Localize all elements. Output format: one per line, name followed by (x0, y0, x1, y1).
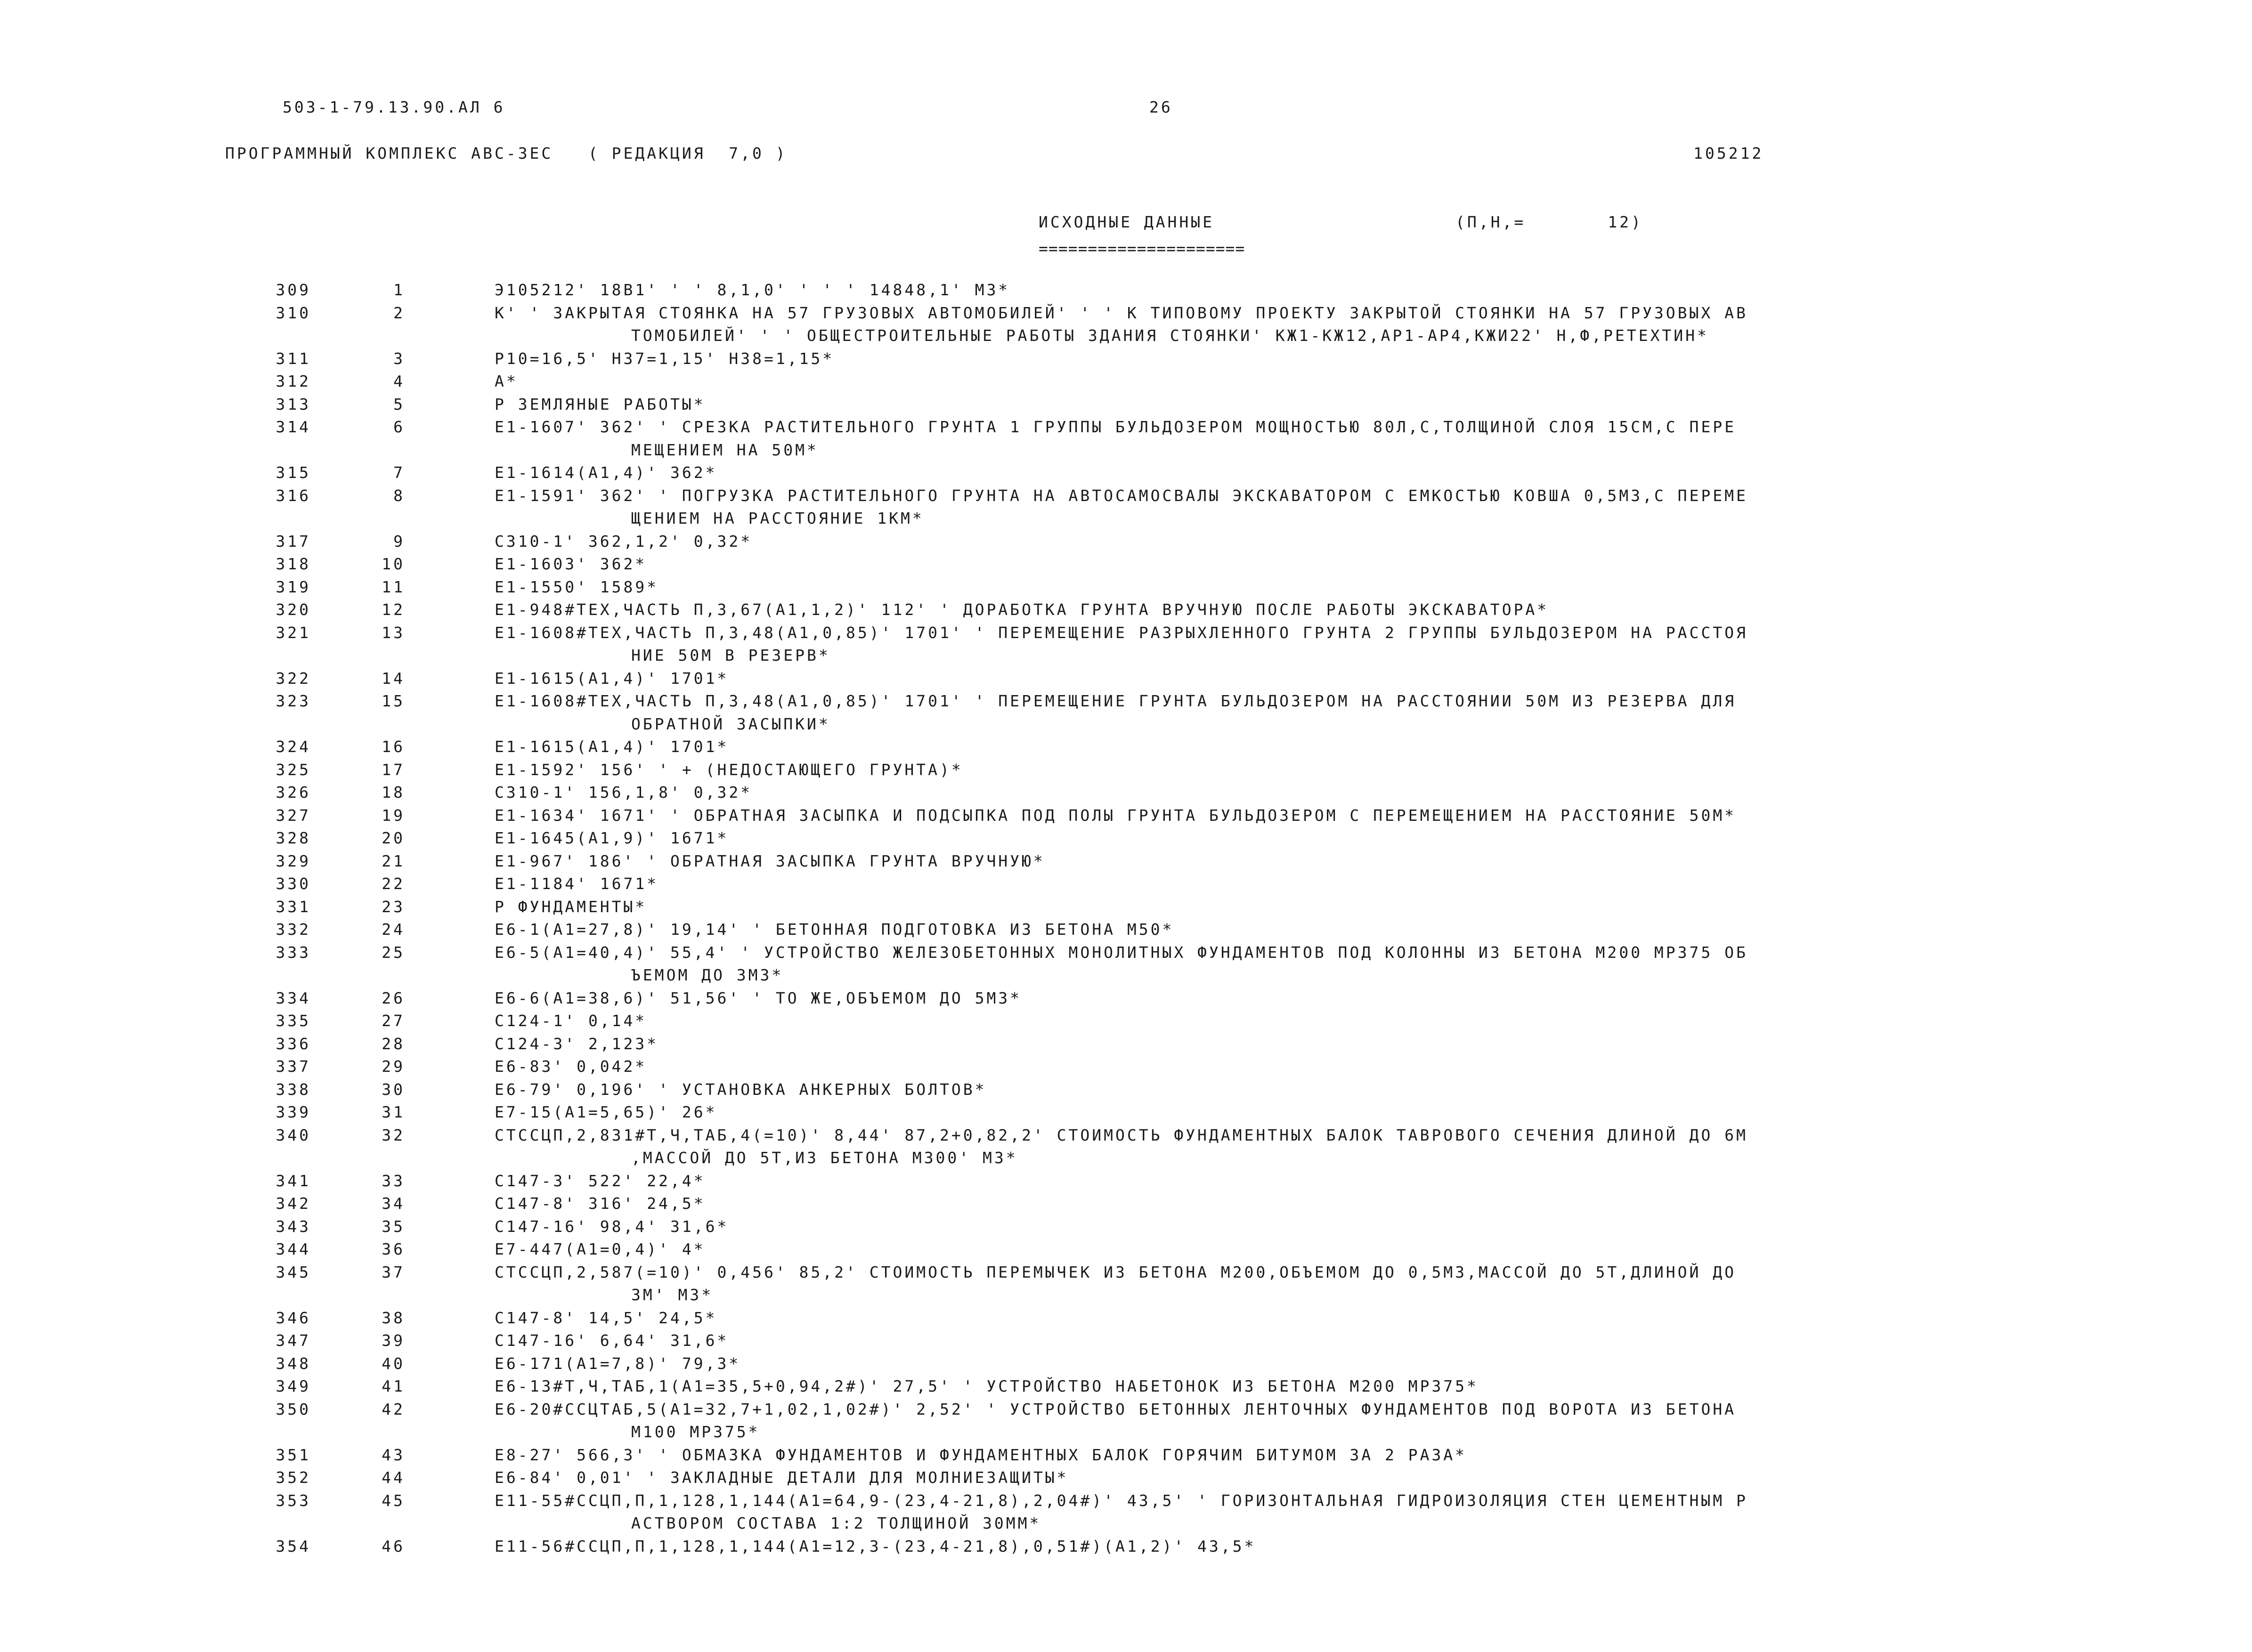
row-line: Е1-1615(А1,4)' 1701* (495, 737, 729, 756)
row-text (495, 1078, 2252, 1101)
row-number: 309 (276, 281, 311, 299)
row-sequence: 28 (382, 1034, 405, 1053)
listing-row (0, 941, 2252, 987)
row-sequence: 27 (382, 1012, 405, 1030)
row-sequence: 22 (382, 875, 405, 893)
row-sequence: 37 (382, 1263, 405, 1281)
row-line: Е1-1634' 1671' ' ОБРАТНАЯ ЗАСЫПКА И ПОДСЫПКА ПОД ПОЛЫ ГРУНТА БУЛЬДОЗЕРОМ С ПЕРЕМЕЩЕНИЕМ НА РАССТОЯНИЕ 50М* (495, 806, 1736, 825)
row-line: А* (495, 372, 518, 390)
row-text (495, 393, 2252, 416)
listing-row (0, 667, 2252, 690)
row-text (495, 1010, 2252, 1033)
row-line: Е1-948#ТЕХ,ЧАСТЬ П,3,67(А1,1,2)' 112' ' ДОРАБОТКА ГРУНТА ВРУЧНУЮ ПОСЛЕ РАБОТЫ ЭКСКАВАТОРА* (495, 600, 1549, 619)
row-text (495, 416, 2252, 462)
row-number: 341 (276, 1171, 311, 1190)
row-line: Е7-447(А1=0,4)' 4* (495, 1240, 706, 1258)
listing-row (0, 918, 2252, 941)
row-text (495, 370, 2252, 393)
document-id: 105212 (1693, 144, 1764, 162)
row-sequence: 11 (382, 577, 405, 596)
listing-row (0, 1398, 2252, 1444)
row-text (495, 667, 2252, 690)
listing-row (0, 576, 2252, 599)
row-text (495, 690, 2252, 736)
row-sequence: 13 (382, 623, 405, 642)
row-number: 345 (276, 1263, 311, 1281)
section-title: ИСХОДНЫЕ ДАННЫЕ (1039, 213, 1215, 231)
row-number: 334 (276, 988, 311, 1007)
row-text (495, 1535, 2252, 1558)
listing-row (0, 736, 2252, 759)
row-number: 347 (276, 1331, 311, 1350)
row-line: Е1-1607' 362' ' СРЕЗКА РАСТИТЕЛЬНОГО ГРУНТА 1 ГРУППЫ БУЛЬДОЗЕРОМ МОЩНОСТЬЮ 80Л,С,ТОЛЩИНОЙ СЛОЯ 15СМ,С ПЕРЕ (495, 418, 1736, 436)
row-text (495, 918, 2252, 941)
row-sequence: 7 (393, 463, 405, 482)
row-text (495, 1490, 2252, 1535)
row-text (495, 1352, 2252, 1376)
listing-row (0, 416, 2252, 462)
listing-row (0, 1033, 2252, 1056)
row-text (495, 1101, 2252, 1124)
row-text (495, 599, 2252, 622)
row-text (495, 1170, 2252, 1193)
listing-row (0, 1490, 2252, 1535)
listing-row (0, 1466, 2252, 1490)
row-number: 354 (276, 1537, 311, 1555)
row-line: С124-3' 2,123* (495, 1034, 659, 1053)
row-continuation-line: АСТВОРОМ СОСТАВА 1:2 ТОЛЩИНОЙ 30ММ* (631, 1514, 1041, 1532)
row-number: 323 (276, 692, 311, 710)
row-line: С147-8' 316' 24,5* (495, 1194, 706, 1213)
row-line: Е8-27' 566,3' ' ОБМАЗКА ФУНДАМЕНТОВ И ФУНДАМЕНТНЫХ БАЛОК ГОРЯЧИМ БИТУМОМ ЗА 2 РАЗА* (495, 1445, 1467, 1464)
row-line: К' ' ЗАКРЫТАЯ СТОЯНКА НА 57 ГРУЗОВЫХ АВТОМОБИЛЕЙ' ' ' К ТИПОВОМУ ПРОЕКТУ ЗАКРЫТОЙ СТОЯНКИ НА 57 ГРУЗОВЫХ АВ (495, 303, 1748, 322)
row-text (495, 1124, 2252, 1170)
row-sequence: 21 (382, 851, 405, 870)
row-number: 348 (276, 1354, 311, 1373)
row-sequence: 4 (393, 372, 405, 390)
row-line: Е6-5(А1=40,4)' 55,4' ' УСТРОЙСТВО ЖЕЛЕЗОБЕТОННЫХ МОНОЛИТНЫХ ФУНДАМЕНТОВ ПОД КОЛОННЫ ИЗ БЕТОНА М200 МР375 ОБ (495, 943, 1748, 962)
listing-row (0, 896, 2252, 919)
row-sequence: 35 (382, 1217, 405, 1236)
row-text (495, 759, 2252, 782)
row-text (495, 1055, 2252, 1078)
row-number: 353 (276, 1491, 311, 1510)
row-text (495, 622, 2252, 667)
listing-row (0, 804, 2252, 827)
row-text (495, 1466, 2252, 1490)
listing-row (0, 1078, 2252, 1101)
row-text (495, 896, 2252, 919)
row-sequence: 19 (382, 806, 405, 825)
row-line: С147-3' 522' 22,4* (495, 1171, 706, 1190)
row-text (495, 987, 2252, 1010)
row-line: Е6-171(А1=7,8)' 79,3* (495, 1354, 741, 1373)
row-sequence: 23 (382, 897, 405, 916)
row-line: Е1-1591' 362' ' ПОГРУЗКА РАСТИТЕЛЬНОГО ГРУНТА НА АВТОСАМОСВАЛЫ ЭКСКАВАТОРОМ С ЕМКОСТЬЮ КОВША 0,5М3,С ПЕРЕМЕ (495, 486, 1748, 505)
row-line: Е1-1615(А1,4)' 1701* (495, 669, 729, 688)
listing-row (0, 1170, 2252, 1193)
row-sequence: 14 (382, 669, 405, 688)
listing-row (0, 1329, 2252, 1352)
row-text (495, 1192, 2252, 1215)
listing-row (0, 1101, 2252, 1124)
row-continuation-line: ЩЕНИЕМ НА РАССТОЯНИЕ 1КМ* (631, 509, 924, 527)
row-number: 344 (276, 1240, 311, 1258)
row-number: 317 (276, 532, 311, 551)
row-line: Е1-1603' 362* (495, 555, 647, 573)
row-text (495, 1375, 2252, 1398)
row-line: С147-16' 98,4' 31,6* (495, 1217, 729, 1236)
row-sequence: 40 (382, 1354, 405, 1373)
row-line: Р10=16,5' Н37=1,15' Н38=1,15* (495, 349, 835, 368)
listing-row (0, 1238, 2252, 1261)
listing-row (0, 850, 2252, 873)
row-sequence: 42 (382, 1400, 405, 1418)
listing-row (0, 1352, 2252, 1376)
row-number: 310 (276, 303, 311, 322)
listing-row (0, 370, 2252, 393)
row-sequence: 2 (393, 303, 405, 322)
listing-row (0, 1375, 2252, 1398)
program-title: ПРОГРАММНЫЙ КОМПЛЕКС АВС-3ЕС ( РЕДАКЦИЯ 7,0 ) (225, 144, 788, 162)
row-sequence: 6 (393, 418, 405, 436)
row-sequence: 5 (393, 395, 405, 413)
listing-row (0, 873, 2252, 896)
listing-row (0, 827, 2252, 850)
row-number: 314 (276, 418, 311, 436)
row-continuation-line: ЪЕМОМ ДО 3М3* (631, 966, 784, 984)
listing-row (0, 690, 2252, 736)
listing-row (0, 1055, 2252, 1078)
row-number: 331 (276, 897, 311, 916)
listing-row (0, 599, 2252, 622)
row-text (495, 1307, 2252, 1330)
row-number: 332 (276, 920, 311, 939)
row-sequence: 25 (382, 943, 405, 962)
row-line: Е1-967' 186' ' ОБРАТНАЯ ЗАСЫПКА ГРУНТА ВРУЧНУЮ* (495, 851, 1045, 870)
listing-row (0, 279, 2252, 302)
row-text (495, 1033, 2252, 1056)
row-sequence: 1 (393, 281, 405, 299)
row-number: 351 (276, 1445, 311, 1464)
row-number: 316 (276, 486, 311, 505)
row-line: Е7-15(А1=5,65)' 26* (495, 1103, 717, 1121)
row-text (495, 530, 2252, 553)
row-text (495, 462, 2252, 485)
listing-row (0, 759, 2252, 782)
row-sequence: 43 (382, 1445, 405, 1464)
row-line: С124-1' 0,14* (495, 1012, 647, 1030)
row-number: 321 (276, 623, 311, 642)
listing-row (0, 1124, 2252, 1170)
listing-row (0, 302, 2252, 348)
listing-row (0, 553, 2252, 576)
row-text (495, 1261, 2252, 1307)
row-number: 325 (276, 760, 311, 779)
row-number: 322 (276, 669, 311, 688)
listing-row (0, 485, 2252, 530)
listing-row (0, 348, 2252, 371)
row-text (495, 781, 2252, 804)
row-number: 339 (276, 1103, 311, 1121)
row-sequence: 20 (382, 829, 405, 847)
row-line: С310-1' 362,1,2' 0,32* (495, 532, 753, 551)
row-number: 350 (276, 1400, 311, 1418)
row-line: С147-8' 14,5' 24,5* (495, 1308, 717, 1327)
row-text (495, 827, 2252, 850)
row-sequence: 10 (382, 555, 405, 573)
row-line: Е6-84' 0,01' ' ЗАКЛАДНЫЕ ДЕТАЛИ ДЛЯ МОЛНИЕЗАЩИТЫ* (495, 1468, 1069, 1487)
row-line: Е1-1645(А1,9)' 1671* (495, 829, 729, 847)
row-number: 313 (276, 395, 311, 413)
row-number: 349 (276, 1377, 311, 1395)
row-sequence: 32 (382, 1126, 405, 1144)
listing-row (0, 622, 2252, 667)
listing-row (0, 1307, 2252, 1330)
row-text (495, 850, 2252, 873)
row-line: Е1-1184' 1671* (495, 875, 659, 893)
row-number: 333 (276, 943, 311, 962)
row-line: С310-1' 156,1,8' 0,32* (495, 783, 753, 802)
row-number: 336 (276, 1034, 311, 1053)
row-line: Е1-1608#ТЕХ,ЧАСТЬ П,3,48(А1,0,85)' 1701' ' ПЕРЕМЕЩЕНИЕ ГРУНТА БУЛЬДОЗЕРОМ НА РАССТОЯНИИ 50М ИЗ РЕЗЕРВА ДЛЯ (495, 692, 1736, 710)
row-number: 320 (276, 600, 311, 619)
row-number: 312 (276, 372, 311, 390)
row-number: 330 (276, 875, 311, 893)
listing-row (0, 1010, 2252, 1033)
row-sequence: 41 (382, 1377, 405, 1395)
row-sequence: 16 (382, 737, 405, 756)
row-line: Е6-13#Т,Ч,ТАБ,1(А1=35,5+0,94,2#)' 27,5' ' УСТРОЙСТВО НАБЕТОНОК ИЗ БЕТОНА М200 МР375* (495, 1377, 1479, 1395)
listing-row (0, 1261, 2252, 1307)
row-line: Е11-55#ССЦП,П,1,128,1,144(А1=64,9-(23,4-21,8),2,04#)' 43,5' ' ГОРИЗОНТАЛЬНАЯ ГИДРОИЗОЛЯЦИЯ СТЕН ЦЕМЕНТНЫМ Р (495, 1491, 1748, 1510)
row-line: СТССЦП,2,587(=10)' 0,456' 85,2' СТОИМОСТЬ ПЕРЕМЫЧЕК ИЗ БЕТОНА М200,ОБЪЕМОМ ДО 0,5М3,МАССОЙ ДО 5Т,ДЛИНОЙ ДО (495, 1263, 1736, 1281)
row-text (495, 348, 2252, 371)
row-sequence: 17 (382, 760, 405, 779)
row-line: Р ФУНДАМЕНТЫ* (495, 897, 647, 916)
row-number: 335 (276, 1012, 311, 1030)
row-line: С147-16' 6,64' 31,6* (495, 1331, 729, 1350)
row-number: 340 (276, 1126, 311, 1144)
listing-row (0, 530, 2252, 553)
row-sequence: 34 (382, 1194, 405, 1213)
row-line: Р ЗЕМЛЯНЫЕ РАБОТЫ* (495, 395, 706, 413)
listing-row (0, 1215, 2252, 1239)
row-text (495, 1215, 2252, 1239)
row-number: 318 (276, 555, 311, 573)
row-text (495, 941, 2252, 987)
section-params: (П,Н,= 12) (1455, 213, 1643, 231)
row-line: Е1-1550' 1589* (495, 577, 659, 596)
listing-row (0, 462, 2252, 485)
row-continuation-line: 3М' М3* (631, 1286, 714, 1304)
row-sequence: 29 (382, 1057, 405, 1076)
listing-row (0, 1192, 2252, 1215)
row-sequence: 33 (382, 1171, 405, 1190)
row-number: 319 (276, 577, 311, 596)
title-underline: ===================== (1039, 239, 1245, 258)
row-text (495, 1398, 2252, 1444)
row-number: 326 (276, 783, 311, 802)
row-sequence: 24 (382, 920, 405, 939)
row-text (495, 1329, 2252, 1352)
row-sequence: 8 (393, 486, 405, 505)
row-line: Е6-6(А1=38,6)' 51,56' ' ТО ЖЕ,ОБЪЕМОМ ДО 5М3* (495, 988, 1022, 1007)
listing-row (0, 1535, 2252, 1558)
row-line: Е1-1608#ТЕХ,ЧАСТЬ П,3,48(А1,0,85)' 1701' ' ПЕРЕМЕЩЕНИЕ РАЗРЫХЛЕННОГО ГРУНТА 2 ГРУППЫ БУЛЬДОЗЕРОМ НА РАССТОЯ (495, 623, 1748, 642)
row-number: 343 (276, 1217, 311, 1236)
row-sequence: 30 (382, 1080, 405, 1099)
row-line: Е6-79' 0,196' ' УСТАНОВКА АНКЕРНЫХ БОЛТОВ* (495, 1080, 987, 1099)
row-sequence: 3 (393, 349, 405, 368)
row-text (495, 485, 2252, 530)
row-number: 324 (276, 737, 311, 756)
row-sequence: 18 (382, 783, 405, 802)
row-text (495, 1238, 2252, 1261)
row-sequence: 45 (382, 1491, 405, 1510)
row-continuation-line: МЕЩЕНИЕМ НА 50М* (631, 440, 819, 459)
row-text (495, 804, 2252, 827)
row-continuation-line: М100 МР375* (631, 1423, 760, 1441)
data-listing (0, 279, 2252, 1558)
listing-row (0, 1444, 2252, 1467)
listing-row (0, 987, 2252, 1010)
row-line: Е1-1614(А1,4)' 362* (495, 463, 717, 482)
row-line: Е6-1(А1=27,8)' 19,14' ' БЕТОННАЯ ПОДГОТОВКА ИЗ БЕТОНА М50* (495, 920, 1174, 939)
document-code: 503-1-79.13.90.АЛ 6 (283, 98, 505, 116)
row-continuation-line: НИЕ 50М В РЕЗЕРВ* (631, 646, 830, 664)
row-line: Е6-20#ССЦТАБ,5(А1=32,7+1,02,1,02#)' 2,52' ' УСТРОЙСТВО БЕТОННЫХ ЛЕНТОЧНЫХ ФУНДАМЕНТОВ ПОД ВОРОТА ИЗ БЕТОНА (495, 1400, 1736, 1418)
row-line: СТССЦП,2,831#Т,Ч,ТАБ,4(=10)' 8,44' 87,2+0,82,2' СТОИМОСТЬ ФУНДАМЕНТНЫХ БАЛОК ТАВРОВОГО СЕЧЕНИЯ ДЛИНОЙ ДО 6М (495, 1126, 1748, 1144)
row-number: 352 (276, 1468, 311, 1487)
row-line: Е6-83' 0,042* (495, 1057, 647, 1076)
row-sequence: 44 (382, 1468, 405, 1487)
row-number: 328 (276, 829, 311, 847)
row-line: Э105212' 18В1' ' ' 8,1,0' ' ' ' 14848,1' М3* (495, 281, 1010, 299)
listing-row (0, 393, 2252, 416)
row-sequence: 36 (382, 1240, 405, 1258)
row-number: 342 (276, 1194, 311, 1213)
row-number: 337 (276, 1057, 311, 1076)
row-text (495, 302, 2252, 348)
row-continuation-line: ОБРАТНОЙ ЗАСЫПКИ* (631, 714, 830, 733)
row-line: Е11-56#ССЦП,П,1,128,1,144(А1=12,3-(23,4-21,8),0,51#)(А1,2)' 43,5* (495, 1537, 1256, 1555)
row-text (495, 279, 2252, 302)
row-text (495, 873, 2252, 896)
row-sequence: 31 (382, 1103, 405, 1121)
row-text (495, 553, 2252, 576)
row-number: 327 (276, 806, 311, 825)
row-text (495, 1444, 2252, 1467)
row-number: 329 (276, 851, 311, 870)
row-number: 311 (276, 349, 311, 368)
row-continuation-line: ТОМОБИЛЕЙ' ' ' ОБЩЕСТРОИТЕЛЬНЫЕ РАБОТЫ ЗДАНИЯ СТОЯНКИ' КЖ1-КЖ12,АР1-АР4,КЖИ22' Н,Ф,РЕТЕХТИН* (631, 326, 1709, 345)
row-number: 338 (276, 1080, 311, 1099)
listing-row (0, 781, 2252, 804)
row-sequence: 39 (382, 1331, 405, 1350)
row-number: 346 (276, 1308, 311, 1327)
row-sequence: 9 (393, 532, 405, 551)
row-continuation-line: ,МАССОЙ ДО 5Т,ИЗ БЕТОНА М300' М3* (631, 1149, 1018, 1167)
row-sequence: 15 (382, 692, 405, 710)
row-number: 315 (276, 463, 311, 482)
row-sequence: 38 (382, 1308, 405, 1327)
row-sequence: 26 (382, 988, 405, 1007)
page-number: 26 (1149, 98, 1173, 116)
row-line: Е1-1592' 156' ' + (НЕДОСТАЮЩЕГО ГРУНТА)* (495, 760, 963, 779)
row-sequence: 12 (382, 600, 405, 619)
row-sequence: 46 (382, 1537, 405, 1555)
row-text (495, 576, 2252, 599)
row-text (495, 736, 2252, 759)
